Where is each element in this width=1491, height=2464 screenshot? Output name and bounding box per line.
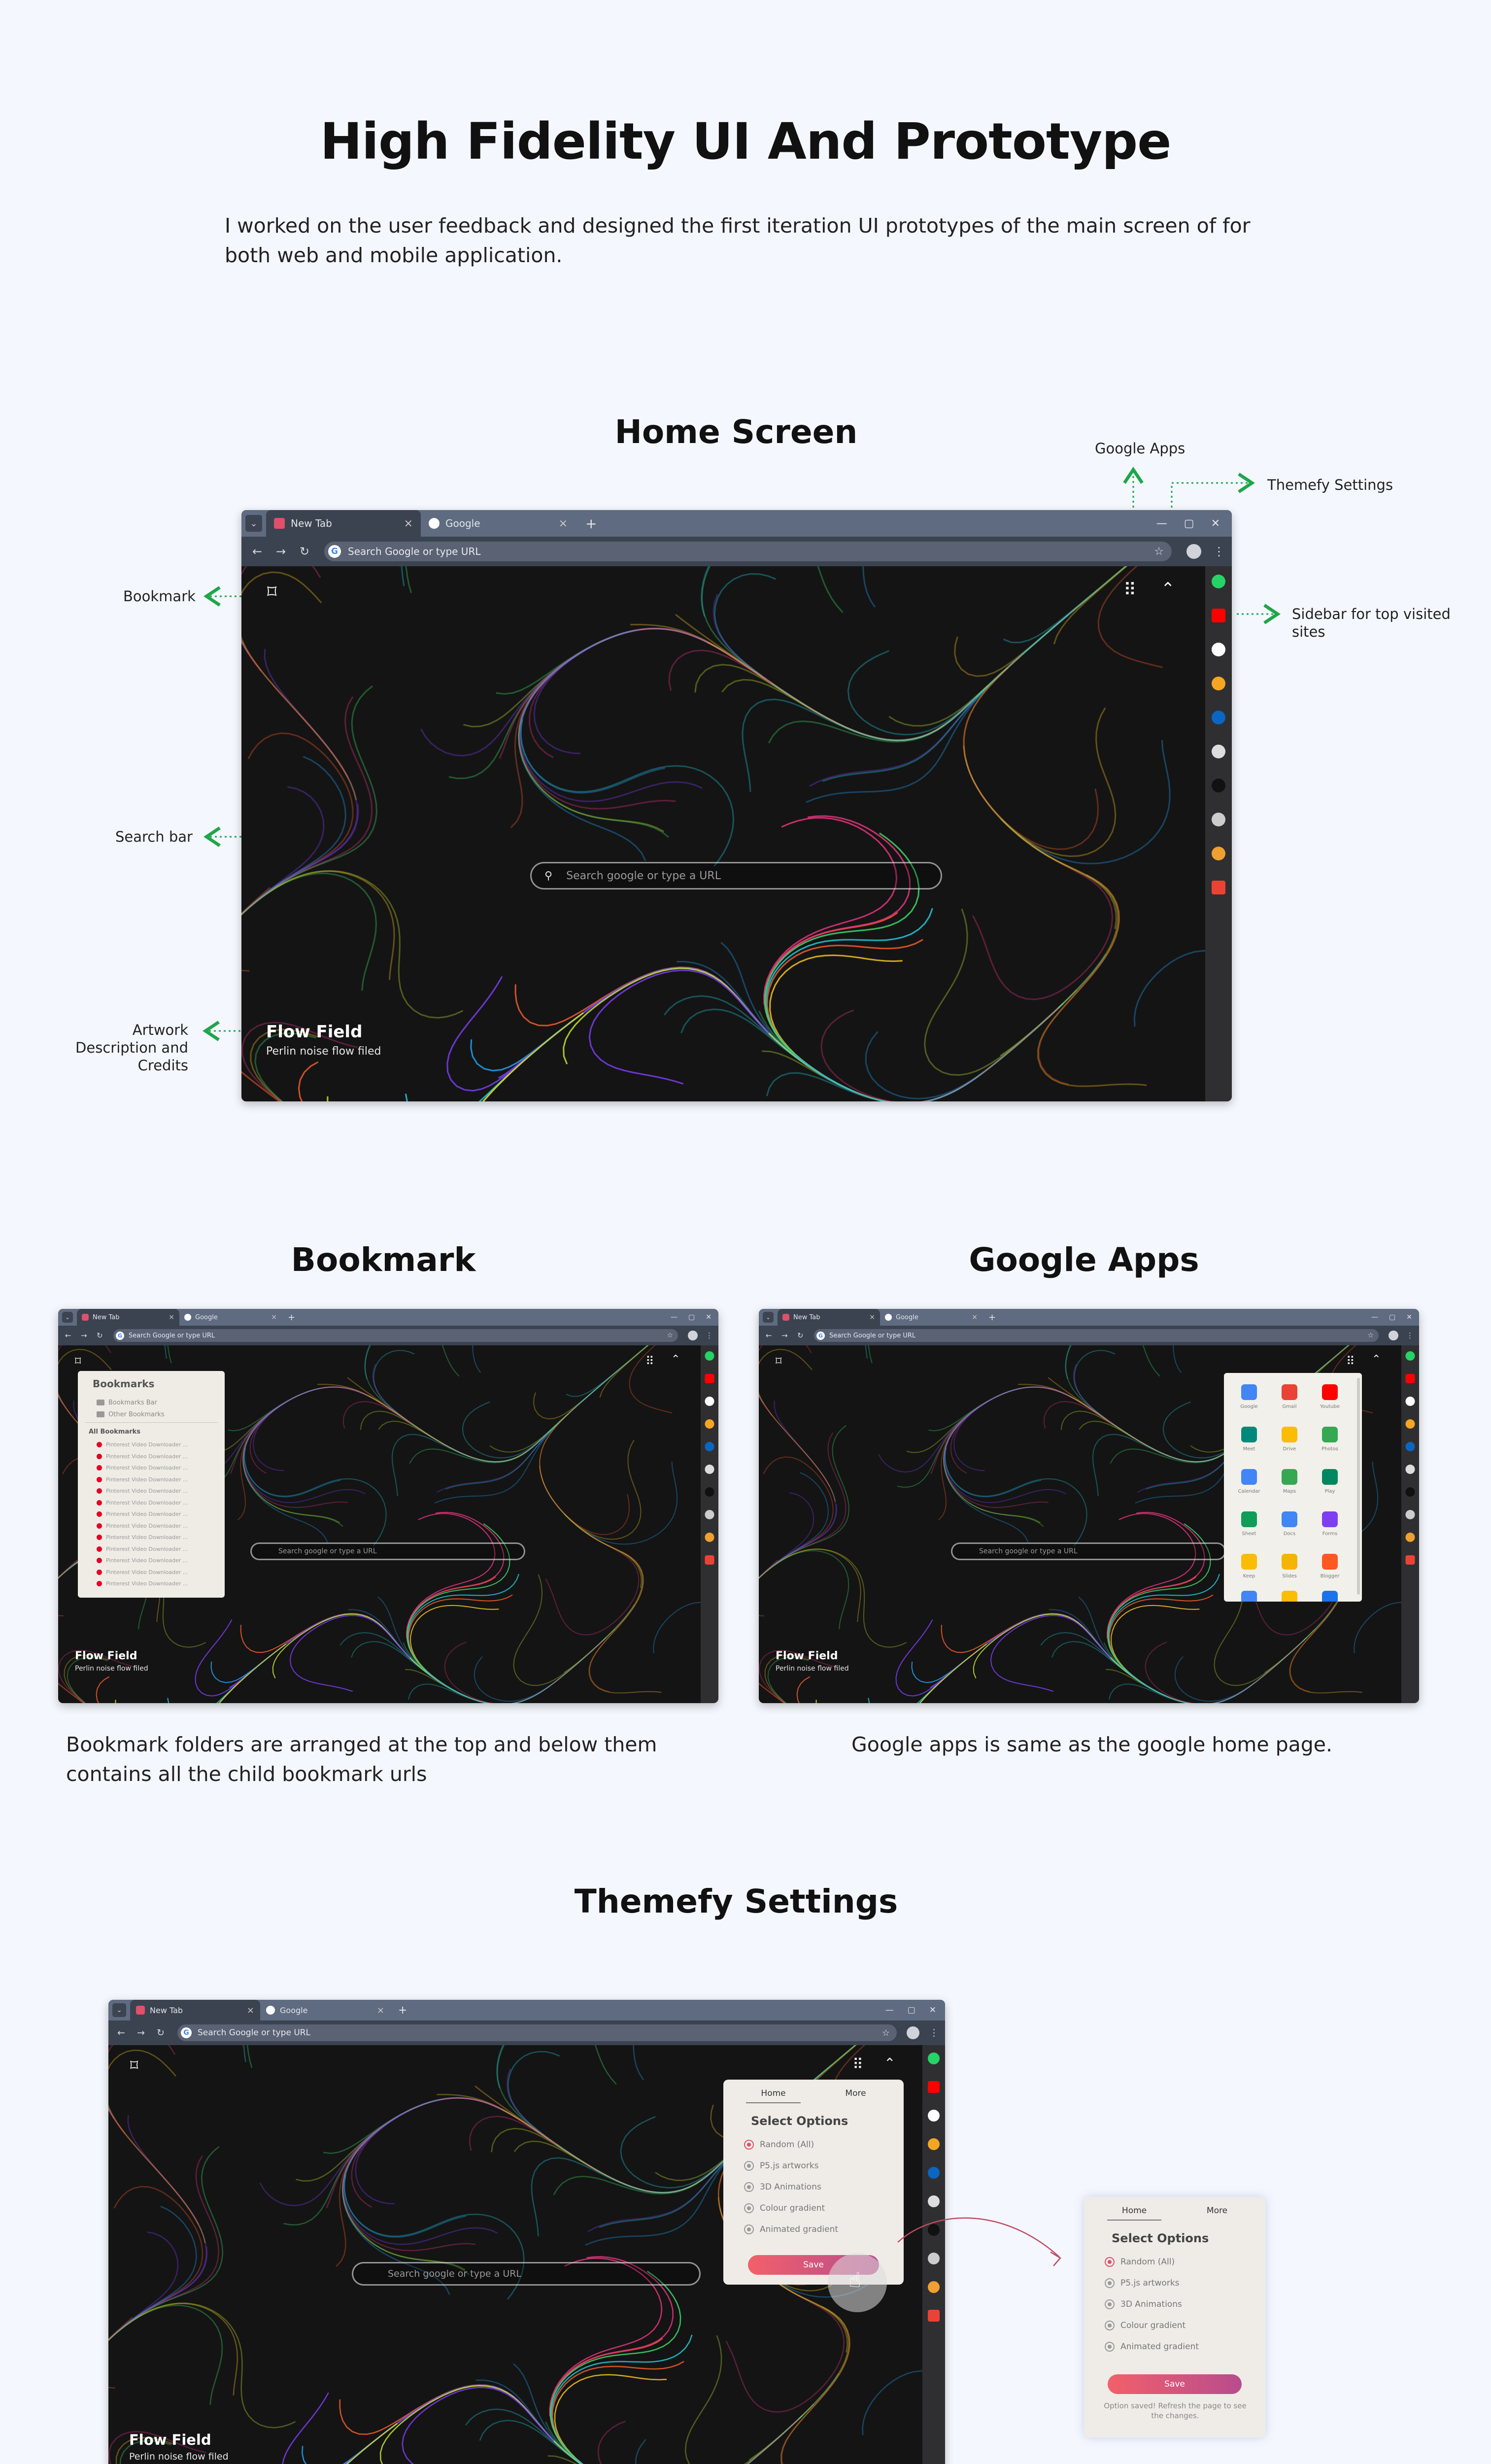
option-label: P5.js artworks (760, 2160, 819, 2171)
close-icon[interactable]: × (558, 517, 568, 530)
new-tab-button[interactable]: + (288, 1312, 296, 1323)
star-icon[interactable]: ☆ (881, 2027, 890, 2038)
option-label: Animated gradient (760, 2224, 839, 2234)
app-label: Google (1240, 1403, 1258, 1409)
page-search-placeholder: Search google or type a URL (388, 2268, 522, 2279)
theme-options-popup-enlarged (1084, 2197, 1265, 2437)
app-label: Youtube (1320, 1403, 1340, 1409)
minimize-icon[interactable]: — (885, 2005, 894, 2015)
tab-label: New Tab (291, 517, 332, 529)
close-icon[interactable]: × (169, 1313, 174, 1321)
omnibox-placeholder: Search Google or type URL (198, 2028, 311, 2038)
radio-button[interactable] (1105, 2321, 1115, 2330)
app-label: Play (1324, 1488, 1335, 1494)
app-label: Calendar (1238, 1488, 1260, 1494)
options-tab-home[interactable]: Home (746, 2088, 800, 2103)
app-label: Slides (1282, 1573, 1297, 1579)
reload-icon[interactable]: ↻ (97, 1331, 103, 1340)
bookmark-item-label: Pinterest Video Downloader ... (106, 1522, 188, 1529)
bookmark-item-label: Pinterest Video Downloader ... (106, 1545, 188, 1552)
section-title-bookmark: Bookmark (291, 1241, 476, 1279)
app-label: Maps (1283, 1488, 1296, 1494)
google-apps-grid-icon[interactable]: ⠿ (1346, 1354, 1355, 1368)
radio-button[interactable] (1105, 2342, 1115, 2352)
google-apps-grid-icon[interactable]: ⠿ (645, 1354, 654, 1368)
option-radio-row[interactable] (1105, 2293, 1265, 2315)
options-title: Select Options (1112, 2231, 1209, 2245)
forward-icon[interactable]: → (81, 1331, 87, 1340)
tab-search-button[interactable]: ⌄ (763, 1312, 774, 1323)
bookmark-item-label: Pinterest Video Downloader ... (106, 1488, 188, 1495)
app-label: Docs (1283, 1531, 1296, 1537)
google-g-icon: G (181, 2027, 192, 2038)
bookmark-folder-label: Bookmarks Bar (108, 1399, 157, 1406)
forward-icon[interactable]: → (276, 545, 286, 558)
page-title: High Fidelity UI And Prototype (320, 112, 1171, 171)
section-title-google-apps: Google Apps (969, 1241, 1199, 1279)
annotation-artwork: Artwork Description and Credits (75, 1022, 188, 1074)
artwork-title: Flow Field (266, 1022, 363, 1042)
search-icon: ⚲ (544, 869, 553, 882)
kebab-menu-icon[interactable]: ⋮ (706, 1331, 713, 1340)
all-bookmarks-label: All Bookmarks (89, 1428, 141, 1436)
app-label: Photos (1322, 1446, 1338, 1452)
tab-search-button[interactable]: ⌄ (62, 1312, 73, 1323)
options-tab-more[interactable]: More (1206, 2206, 1228, 2216)
bookmark-folder-label: Other Bookmarks (108, 1410, 165, 1418)
saved-note: Option saved! Refresh the page to see the changes. (1104, 2401, 1247, 2420)
back-icon[interactable]: ← (766, 1331, 772, 1340)
maximize-icon[interactable]: ▢ (688, 1313, 695, 1321)
forward-icon[interactable]: → (137, 2027, 145, 2038)
radio-button[interactable] (1105, 2299, 1115, 2309)
close-window-icon[interactable]: ✕ (706, 1313, 712, 1321)
back-icon[interactable]: ← (117, 2027, 125, 2038)
forward-icon[interactable]: → (781, 1331, 788, 1340)
artwork-title: Flow Field (776, 1650, 838, 1662)
artwork-title: Flow Field (75, 1650, 137, 1662)
back-icon[interactable]: ← (65, 1331, 71, 1340)
bookmark-item-label: Pinterest Video Downloader ... (106, 1511, 188, 1518)
options-tab-home[interactable]: Home (1107, 2206, 1161, 2221)
hand-cursor-icon: ☝ (848, 2268, 861, 2292)
maximize-icon[interactable]: ▢ (907, 2005, 915, 2015)
app-label: Meet (1243, 1446, 1255, 1452)
google-g-icon: G (116, 1332, 124, 1340)
omnibox-placeholder: Search Google or type URL (129, 1332, 215, 1339)
artwork-subtitle: Perlin noise flow filed (776, 1665, 849, 1673)
tab-label: New Tab (793, 1313, 820, 1321)
omnibox-placeholder: Search Google or type URL (348, 546, 481, 557)
tab-label: Google (195, 1313, 218, 1321)
tab-search-button[interactable]: ⌄ (245, 515, 262, 532)
tab-label: New Tab (150, 2005, 183, 2015)
bookmark-item-label: Pinterest Video Downloader ... (106, 1499, 188, 1506)
close-icon[interactable]: × (869, 1313, 875, 1321)
google-apps-grid-icon[interactable]: ⠿ (1123, 580, 1137, 600)
close-icon[interactable]: × (972, 1313, 978, 1321)
option-label: Colour gradient (1120, 2320, 1186, 2330)
kebab-menu-icon[interactable]: ⋮ (1406, 1331, 1414, 1340)
close-icon[interactable]: × (246, 2005, 254, 2016)
close-icon[interactable]: × (271, 1313, 277, 1321)
option-radio-row[interactable] (1105, 2315, 1265, 2336)
artwork-title: Flow Field (129, 2431, 211, 2448)
bookmark-icon[interactable]: ⌑ (130, 2056, 138, 2075)
tab-label: Google (280, 2005, 308, 2015)
intro-paragraph: I worked on the user feedback and designed the first iteration UI prototypes of the main screen of for both web and mobile application. (225, 214, 1251, 267)
app-label: Drive (1283, 1446, 1296, 1452)
radio-button[interactable] (1105, 2257, 1115, 2267)
tab-label: Google (445, 517, 480, 529)
save-button[interactable]: Save (748, 2255, 879, 2275)
artwork-subtitle: Perlin noise flow filed (129, 2451, 229, 2462)
reload-icon[interactable]: ↻ (157, 2027, 165, 2038)
annotation-google-apps: Google Apps (1095, 440, 1186, 457)
themefy-settings-icon[interactable]: ⌃ (1161, 579, 1175, 599)
new-tab-button[interactable]: + (988, 1312, 996, 1323)
maximize-icon[interactable]: ▢ (1389, 1313, 1396, 1321)
bookmark-item-label: Pinterest Video Downloader ... (106, 1569, 188, 1575)
option-label: Animated gradient (1120, 2341, 1199, 2352)
reload-icon[interactable]: ↻ (300, 545, 310, 558)
close-window-icon[interactable]: ✕ (929, 2005, 936, 2015)
bookmark-item-label: Pinterest Video Downloader ... (106, 1476, 188, 1483)
close-window-icon[interactable]: ✕ (1406, 1313, 1412, 1321)
option-label: 3D Animations (760, 2182, 821, 2192)
option-label: Random (All) (760, 2139, 814, 2150)
minimize-icon[interactable]: — (1371, 1313, 1379, 1321)
annotation-themefy-settings: Themefy Settings (1267, 477, 1393, 493)
bookmark-item-label: Pinterest Video Downloader ... (106, 1441, 188, 1448)
option-label: P5.js artworks (1120, 2278, 1180, 2288)
caption-google-apps: Google apps is same as the google home page. (851, 1733, 1333, 1756)
star-icon[interactable]: ☆ (667, 1332, 673, 1339)
annotation-search-bar: Search bar (115, 828, 193, 845)
bookmark-item-label: Pinterest Video Downloader ... (106, 1534, 188, 1541)
option-radio-row[interactable] (1105, 2251, 1265, 2272)
reload-icon[interactable]: ↻ (797, 1331, 804, 1340)
google-apps-grid-icon[interactable]: ⠿ (852, 2056, 863, 2073)
tab-label: Google (896, 1313, 918, 1321)
annotation-sidebar: Sidebar for top visited sites (1292, 606, 1451, 640)
tab-search-button[interactable]: ⌄ (112, 2003, 126, 2017)
bookmark-item-label: Pinterest Video Downloader ... (106, 1465, 188, 1472)
app-label: Sheet (1242, 1531, 1256, 1537)
page-search-placeholder: Search google or type a URL (278, 1547, 377, 1555)
app-label: Keep (1243, 1573, 1255, 1579)
bookmarks-panel-title: Bookmarks (93, 1378, 155, 1390)
themefy-settings-icon[interactable]: ⌃ (1372, 1353, 1381, 1366)
save-button[interactable]: Save (1108, 2374, 1242, 2394)
options-title: Select Options (751, 2114, 848, 2128)
minimize-icon[interactable]: — (1156, 517, 1167, 530)
kebab-menu-icon[interactable]: ⋮ (929, 2027, 939, 2038)
bookmark-icon[interactable]: ⌑ (75, 1354, 81, 1368)
annotation-bookmark: Bookmark (123, 588, 196, 605)
caption-bookmark: Bookmark folders are arranged at the top and below them contains all the child bookmark urls (66, 1733, 657, 1786)
google-g-icon: G (816, 1332, 825, 1340)
themefy-settings-icon[interactable]: ⌃ (671, 1353, 680, 1366)
artwork-subtitle: Perlin noise flow filed (75, 1665, 148, 1673)
back-icon[interactable]: ← (252, 545, 263, 558)
app-label: Forms (1322, 1531, 1338, 1537)
option-radio-row[interactable] (1105, 2336, 1265, 2357)
radio-button[interactable] (1105, 2278, 1115, 2288)
google-g-icon: G (328, 545, 341, 558)
section-title-home: Home Screen (614, 413, 858, 451)
options-tab-more[interactable]: More (845, 2088, 866, 2098)
page-search-placeholder: Search google or type a URL (979, 1547, 1078, 1555)
bookmark-item-label: Pinterest Video Downloader ... (106, 1580, 188, 1587)
option-label: Colour gradient (760, 2203, 825, 2213)
section-title-themefy: Themefy Settings (574, 1882, 898, 1920)
maximize-icon[interactable]: ▢ (1184, 517, 1194, 530)
artwork-subtitle: Perlin noise flow filed (266, 1045, 381, 1058)
star-icon[interactable]: ☆ (1154, 545, 1164, 558)
kebab-menu-icon[interactable]: ⋮ (1213, 545, 1225, 558)
new-tab-button[interactable]: + (398, 2004, 407, 2017)
close-icon[interactable]: × (376, 2005, 384, 2016)
new-tab-button[interactable]: + (585, 515, 597, 532)
bookmark-item-label: Pinterest Video Downloader ... (106, 1453, 188, 1460)
close-window-icon[interactable]: ✕ (1211, 517, 1220, 530)
omnibox-placeholder: Search Google or type URL (829, 1332, 916, 1339)
option-label: Random (All) (1120, 2257, 1175, 2267)
close-icon[interactable]: × (404, 517, 413, 530)
star-icon[interactable]: ☆ (1367, 1332, 1374, 1339)
page-search-placeholder: Search google or type a URL (566, 869, 721, 882)
themefy-settings-icon[interactable]: ⌃ (884, 2055, 896, 2071)
option-radio-row[interactable] (1105, 2272, 1265, 2293)
bookmark-item-label: Pinterest Video Downloader ... (106, 1557, 188, 1564)
bookmark-icon[interactable]: ⌑ (267, 581, 277, 603)
tab-label: New Tab (93, 1313, 120, 1321)
app-label: Blogger (1320, 1573, 1340, 1579)
minimize-icon[interactable]: — (671, 1313, 678, 1321)
option-label: 3D Animations (1120, 2299, 1182, 2309)
app-label: Gmail (1282, 1403, 1297, 1409)
bookmark-icon[interactable]: ⌑ (776, 1354, 782, 1368)
